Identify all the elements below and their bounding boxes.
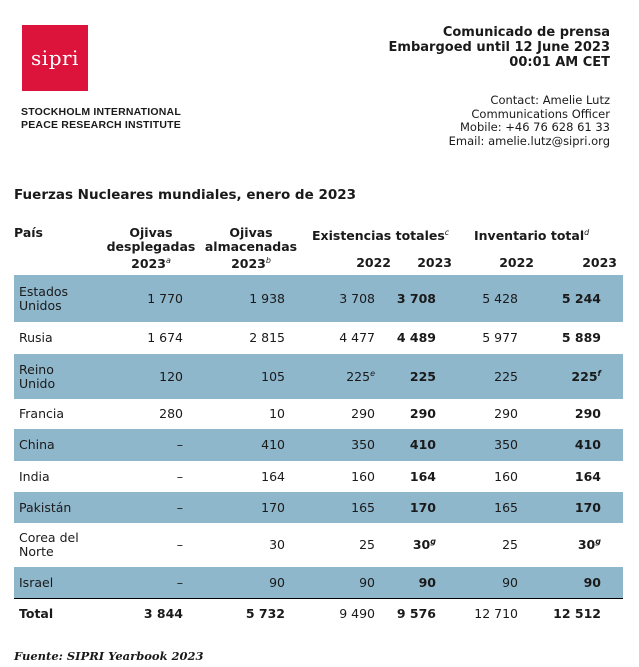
stored-2023: 10 [269, 406, 285, 421]
inventory-2023 [584, 576, 601, 590]
table-row [14, 275, 623, 322]
inventory-2023-value: 410 [574, 437, 601, 452]
inventory-2022: 25 [502, 537, 518, 552]
inventory-2023-value: 90 [583, 574, 601, 590]
table-row [14, 523, 623, 567]
stockpile-2023-value: 290 [409, 406, 436, 421]
inventory-2023 [575, 470, 601, 484]
inventory-2023 [575, 501, 601, 515]
stockpile-2022 [351, 407, 375, 421]
stockpile-2023-value: 225 [409, 368, 436, 384]
header-stored-line3 [196, 254, 306, 271]
inventory-2022: 5 977 [482, 330, 518, 345]
stockpile-2023 [419, 576, 436, 590]
stored-2023: 170 [261, 499, 285, 515]
deployed-2023: – [176, 499, 183, 515]
contact-name: Contact: Amelie Lutz [490, 93, 610, 107]
total-stockpile-2022: 9 490 [339, 606, 375, 621]
country-line1: China [19, 437, 55, 452]
table-row [14, 492, 623, 523]
stockpile-2023-value: 164 [409, 468, 436, 484]
footnote-mark: g [595, 536, 601, 546]
stockpile-2022-value: 225 [346, 368, 371, 384]
release-type: Comunicado de prensa [442, 25, 610, 40]
header-deployed [96, 226, 206, 271]
total-stockpile-2023: 9 576 [396, 606, 436, 621]
stored-2023: 410 [261, 437, 285, 452]
note-a: a [165, 256, 171, 265]
stockpile-2023-value: 170 [409, 499, 436, 515]
inventory-2023-value: 170 [574, 499, 601, 515]
header-stockpile-2022: 2022 [356, 255, 391, 270]
institute-line-1: STOCKHOLM INTERNATIONAL [21, 106, 181, 118]
country-line1: Corea del [19, 530, 79, 545]
stockpile-2022-value: 290 [351, 406, 375, 421]
stockpile-2022 [359, 538, 375, 552]
stockpile-2022 [351, 438, 375, 452]
country-name [19, 470, 119, 484]
inventory-2023 [575, 407, 601, 421]
note-c: c [444, 228, 450, 237]
stockpile-2022 [359, 576, 375, 590]
deployed-2023: – [176, 537, 183, 552]
institute-name [21, 106, 181, 132]
stored-2023: 164 [261, 468, 285, 484]
inventory-2022: 160 [494, 468, 518, 484]
deployed-2023: 1 674 [147, 330, 183, 345]
inventory-2022: 5 428 [482, 290, 518, 306]
country-line1: Rusia [19, 330, 53, 345]
header-stored-line2: almacenadas [204, 239, 298, 254]
stockpile-2023-value: 30 [412, 537, 431, 552]
stored-2023: 105 [261, 368, 285, 384]
country-name [19, 438, 119, 452]
footnote-mark: g [430, 536, 436, 546]
table-row-total [14, 599, 623, 629]
stockpile-2023 [410, 501, 436, 515]
inventory-2022: 350 [494, 437, 518, 452]
header-stored-year: 2023 [231, 256, 266, 272]
inventory-2023 [575, 438, 601, 452]
country-name [19, 285, 119, 313]
stockpile-2023 [397, 292, 436, 306]
country-line2: Norte [19, 544, 54, 559]
inventory-2022: 225 [494, 368, 518, 384]
stockpile-2022-value: 3 708 [339, 290, 375, 306]
country-line1: Estados [19, 283, 69, 299]
institute-line-2: PEACE RESEARCH INSTITUTE [21, 119, 181, 131]
stockpile-2023 [410, 438, 436, 452]
header-deployed-line3 [96, 254, 206, 271]
header-stockpile-label: Existencias totales [312, 228, 445, 244]
source-note: Fuente: SIPRI Yearbook 2023 [14, 649, 204, 663]
stockpile-2023-value: 3 708 [396, 290, 436, 306]
deployed-2023: – [176, 437, 183, 452]
header-inventory [474, 226, 589, 243]
stockpile-2022-value: 25 [359, 537, 375, 552]
stored-2023: 90 [269, 574, 285, 590]
header-stockpile [312, 226, 449, 243]
header-deployed-year: 2023 [131, 256, 166, 272]
inventory-2022: 90 [502, 574, 518, 590]
country-line1: India [19, 468, 50, 484]
table-row [14, 567, 623, 598]
header-stockpile-2023: 2023 [417, 255, 452, 270]
stockpile-2022-value: 160 [351, 468, 375, 484]
country-name [19, 531, 119, 559]
inventory-2023 [571, 370, 601, 384]
country-line1: Israel [19, 574, 54, 590]
stockpile-2023 [410, 470, 436, 484]
contact-block [449, 94, 610, 148]
logo-text: sipri [31, 46, 79, 70]
footnote-mark: f [597, 368, 601, 378]
stockpile-2022-value: 350 [351, 437, 375, 452]
country-name [19, 363, 119, 391]
header-stored [196, 226, 306, 271]
deployed-2023: 120 [159, 368, 183, 384]
header-inventory-2022: 2022 [499, 255, 534, 270]
stockpile-2023 [413, 538, 436, 552]
deployed-2023: 1 770 [147, 290, 183, 306]
inventory-2023 [578, 538, 601, 552]
stockpile-2022 [351, 501, 375, 515]
inventory-2023-value: 30 [577, 537, 596, 552]
note-b: b [265, 256, 271, 265]
header-inventory-2023: 2023 [582, 255, 617, 270]
country-name [19, 407, 119, 421]
inventory-2023 [562, 331, 601, 345]
header-deployed-line2: desplegadas [106, 239, 196, 254]
table-row [14, 429, 623, 461]
header-deployed-line1: Ojivas [129, 225, 173, 240]
deployed-2023: 280 [159, 406, 183, 421]
total-label: Total [19, 606, 54, 621]
inventory-2023-value: 5 244 [561, 290, 601, 306]
embargo-date: Embargoed until 12 June 2023 [388, 40, 610, 55]
stockpile-2022 [351, 470, 375, 484]
embargo-time: 00:01 AM CET [509, 55, 610, 70]
sipri-logo [22, 25, 88, 91]
country-name [19, 331, 119, 345]
stockpile-2023-value: 90 [418, 574, 436, 590]
country-line2: Unidos [19, 297, 62, 313]
contact-role: Communications Officer [471, 106, 610, 121]
total-stored: 5 732 [245, 606, 285, 621]
table-row [14, 399, 623, 429]
stockpile-2023 [410, 407, 436, 421]
country-name [19, 501, 119, 515]
total-inventory-2022: 12 710 [474, 606, 518, 621]
inventory-2023-value: 164 [574, 468, 601, 484]
country-line1: Pakistán [19, 499, 72, 515]
deployed-2023: – [176, 574, 183, 590]
contact-email[interactable]: Email: amelie.lutz@sipri.org [448, 133, 610, 148]
country-line2: Unido [19, 375, 56, 391]
stockpile-2022-value: 90 [359, 574, 375, 590]
inventory-2022: 290 [494, 406, 518, 421]
stockpile-2022 [339, 331, 375, 345]
table-row [14, 354, 623, 399]
country-line1: Francia [19, 406, 65, 421]
press-release-header [389, 25, 610, 70]
inventory-2023-value: 225 [571, 368, 598, 384]
stored-2023: 1 938 [249, 290, 285, 306]
header-stored-line1: Ojivas [229, 225, 273, 240]
footnote-mark: e [370, 368, 375, 378]
inventory-2022: 165 [494, 499, 518, 515]
stockpile-2023-value: 4 489 [396, 330, 436, 345]
stockpile-2023-value: 410 [409, 437, 436, 452]
stored-2023: 30 [269, 537, 285, 552]
country-line1: Reino [19, 361, 54, 377]
stored-2023: 2 815 [249, 330, 285, 345]
deployed-2023: – [176, 468, 183, 484]
header-country: País [14, 225, 43, 240]
inventory-2023-value: 290 [574, 406, 601, 421]
stockpile-2023 [410, 370, 436, 384]
stockpile-2022-value: 165 [351, 499, 375, 515]
inventory-2023-value: 5 889 [561, 330, 601, 345]
total-deployed: 3 844 [143, 606, 183, 621]
note-d: d [584, 228, 590, 237]
stockpile-2023 [397, 331, 436, 345]
inventory-2023 [562, 292, 601, 306]
table-title: Fuerzas Nucleares mundiales, enero de 2023 [14, 187, 357, 203]
total-inventory-2023: 12 512 [553, 606, 601, 621]
country-name [19, 576, 119, 590]
table-row [14, 322, 623, 354]
header-inventory-label: Inventario total [474, 228, 585, 244]
table-row [14, 461, 623, 492]
stockpile-2022 [339, 292, 375, 306]
contact-mobile: Mobile: +46 76 628 61 33 [460, 120, 610, 134]
stockpile-2022-value: 4 477 [339, 330, 375, 345]
stockpile-2022 [346, 370, 375, 384]
